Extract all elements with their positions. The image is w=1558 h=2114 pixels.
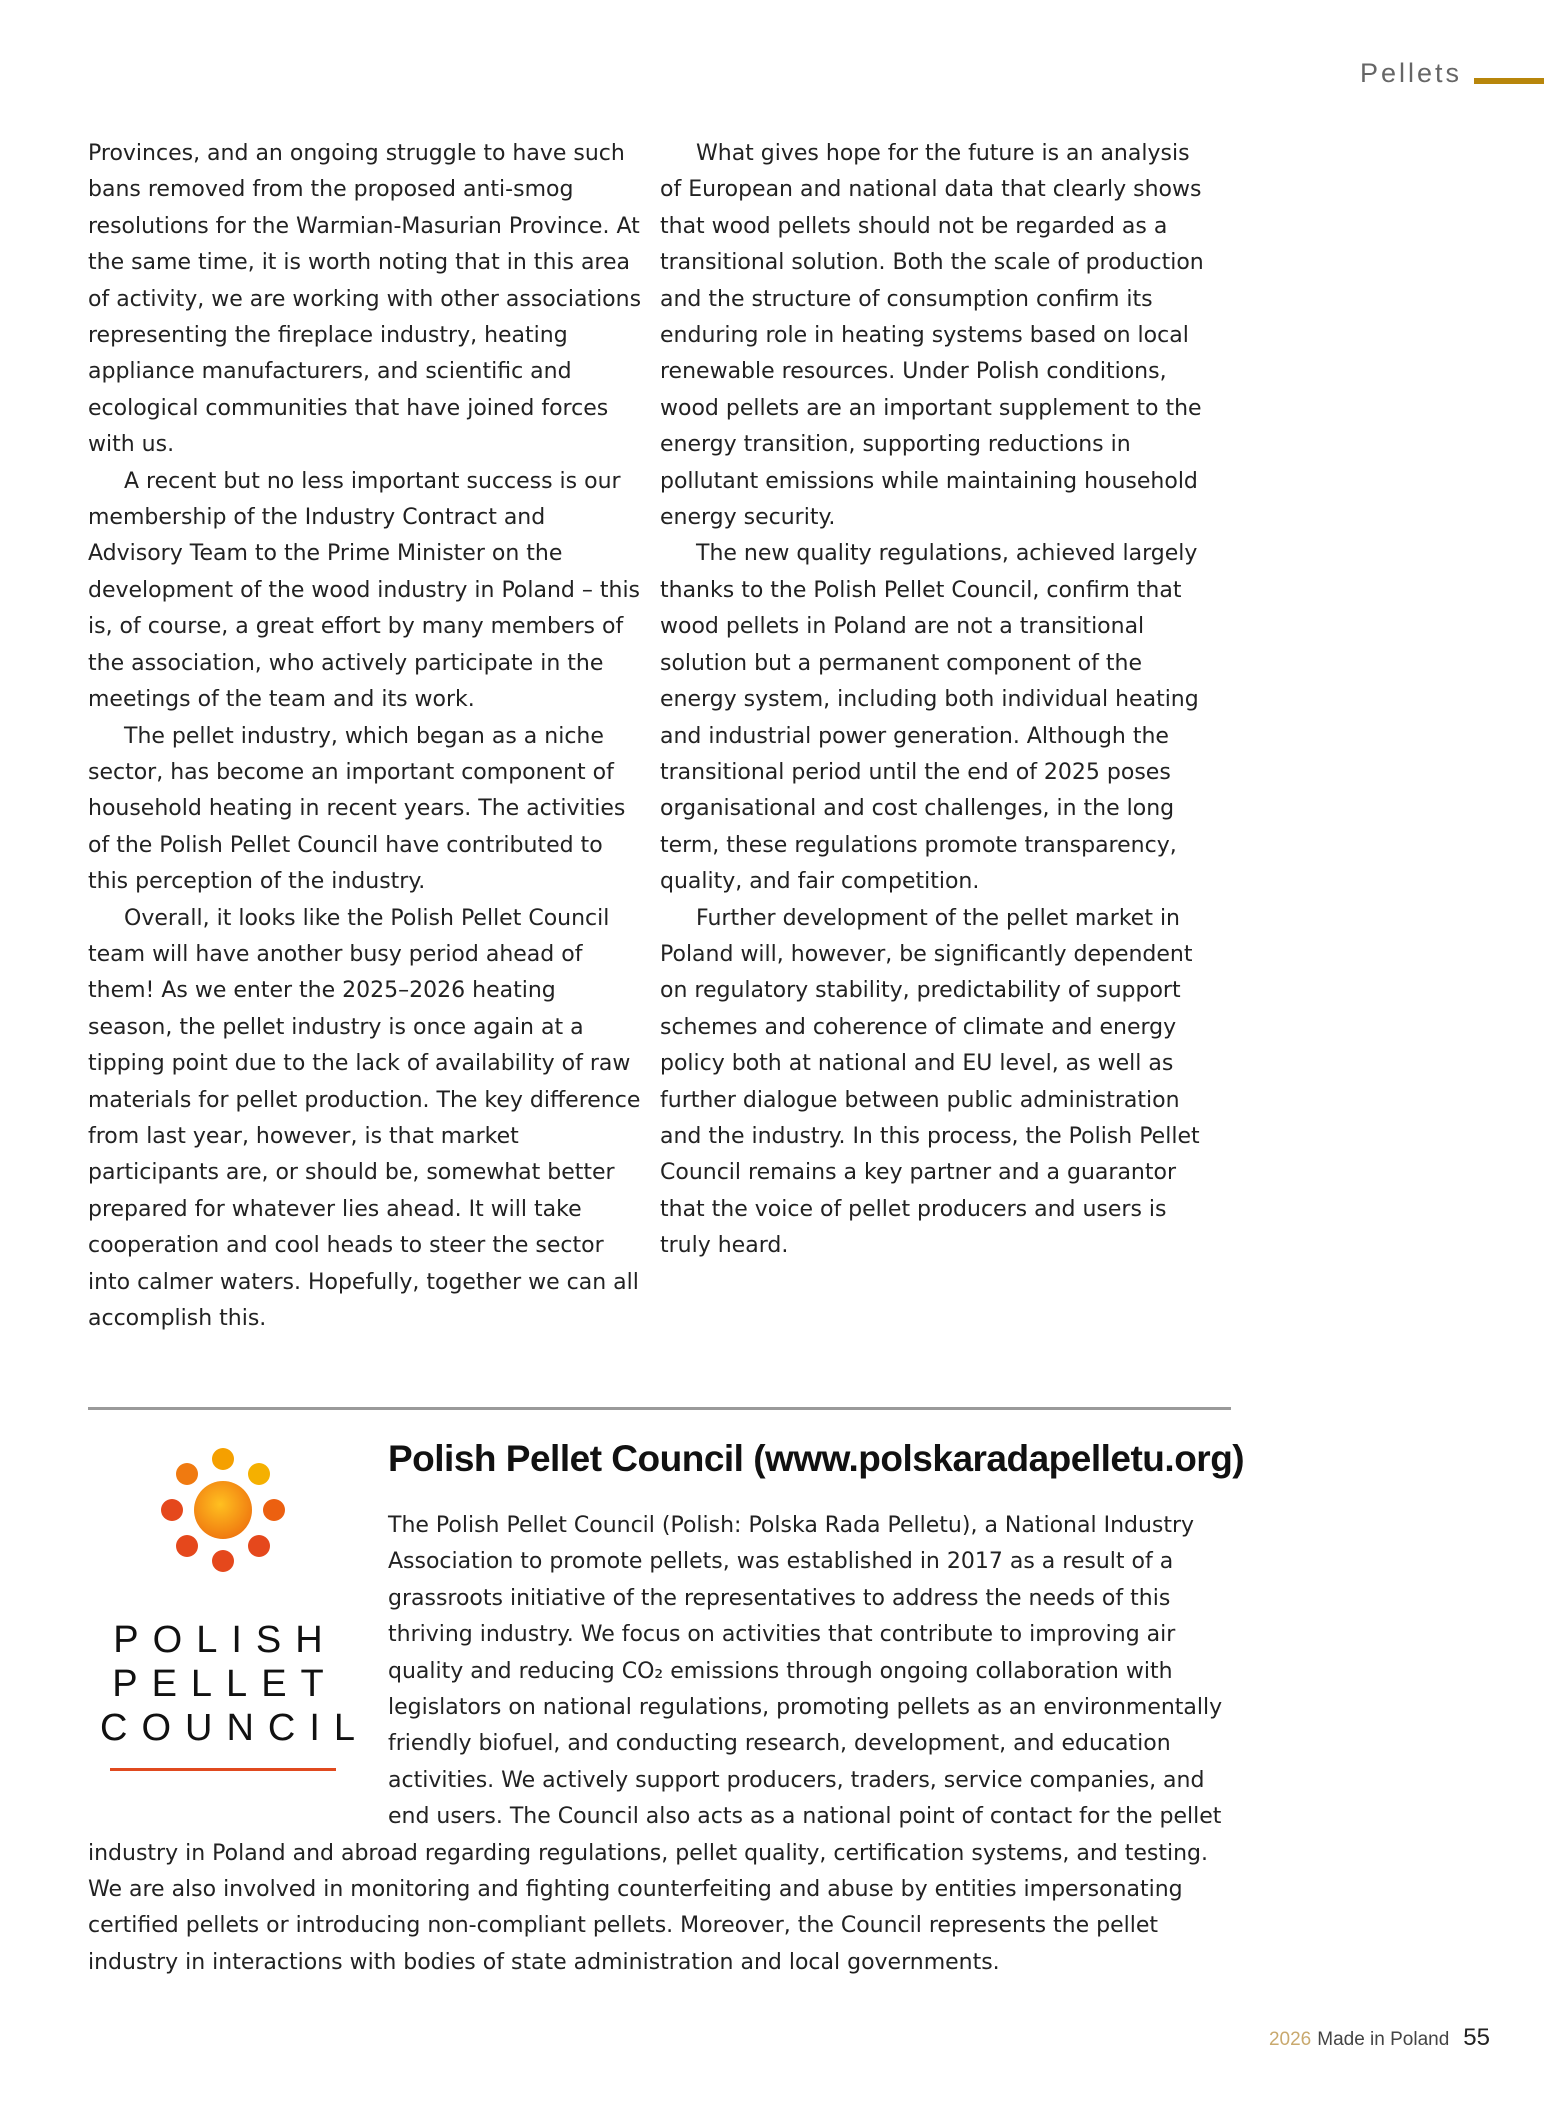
article-right-column	[660, 136, 1215, 1265]
left-paragraph-3: The pellet industry, which began as a niche sector, has become an important component of household heating in recent years. The activities of the Polish Pellet Council have contributed to this perception of the industry.	[88, 723, 626, 895]
footer-magazine: Made in Poland	[1317, 2029, 1450, 2050]
info-box-title: Polish Pellet Council (www.polskaradapelletu.org)	[388, 1438, 1245, 1479]
footer-year: 2026	[1268, 2029, 1312, 2050]
section-divider	[88, 1407, 1231, 1410]
info-box-text: The Polish Pellet Council (Polish: Polska Rada Pelletu), a National Industry Association to promote pellets, was established in 2017 as a result of a grassroots initiative of the representatives to address the needs of this thriving industry. We focus on activities that contribute to improving air quality and reducing CO₂ emissions through ongoing collaboration with legislators on national regulations, promoting pellets as an environmentally friendly biofuel, and conducting research, development, and education activities. We actively support producers, traders, service companies, and end users. The Council also acts as a national point of contact for the pellet industry in Poland and abroad regarding regulations, pellet quality, certification systems, and testing. We are also involved in monitoring and fighting counterfeiting and abuse by entities impersonating certified pellets or introducing non-compliant pellets. Moreover, the Council represents the pellet industry in interactions with bodies of state administration and local governments.	[88, 1513, 1223, 1975]
right-paragraph-1: What gives hope for the future is an analysis of European and national data that clearly shows that wood pellets should not be regarded as a transitional solution. Both the scale of production and the structure of consumption confirm its enduring role in heating systems based on local renewable resources. Under Polish conditions, wood pellets are an important supplement to the energy transition, supporting reductions in pollutant emissions while maintaining household energy security.	[660, 141, 1204, 531]
left-paragraph-2: A recent but no less important success is our membership of the Industry Contract and Advisory Team to the Prime Minister on the development of the wood industry in Poland – this is, of course, a great effort by many members of the association, who actively participate in the meetings of the team and its work.	[88, 468, 641, 713]
right-paragraph-2: The new quality regulations, achieved largely thanks to the Polish Pellet Council, confirm that wood pellets in Poland are not a transitional solution but a permanent component of the energy system, including both individual heating and industrial power generation. Although the transitional period until the end of 2025 poses organisational and cost challenges, in the long term, these regulations promote transparency, quality, and fair competition.	[660, 541, 1199, 895]
page-number: 55	[1463, 2024, 1490, 2051]
section-label: Pellets	[1360, 58, 1463, 88]
section-accent-rule	[1474, 78, 1544, 84]
logo-float-spacer	[88, 1508, 388, 1830]
logo-text-polish: POLISH	[113, 1619, 337, 1661]
info-box-body	[88, 1508, 1233, 1981]
article-left-column	[88, 136, 643, 1337]
left-paragraph-1: Provinces, and an ongoing struggle to have such bans removed from the proposed anti-smog resolutions for the Warmian-Masurian Province. At the same time, it is worth noting that in this area of activity, we are working with other associations representing the fireplace industry, heating appliance manufacturers, and scientific and ecological communities that have joined forces with us.	[88, 141, 642, 458]
right-paragraph-3: Further development of the pellet market in Poland will, however, be significantly dependent on regulatory stability, predictability of support schemes and coherence of climate and energy policy both at national and EU level, as well as further dialogue between public administration and the industry. In this process, the Polish Pellet Council remains a key partner and a guarantor that the voice of pellet producers and users is truly heard.	[660, 905, 1200, 1259]
logo-text-pellet: PELLET	[112, 1663, 338, 1705]
left-paragraph-4: Overall, it looks like the Polish Pellet Council team will have another busy period ahead of them! As we enter the 2025–2026 heating season, the pellet industry is once again at a tipping point due to the lack of availability of raw materials for pellet production. The key difference from last year, however, is that market participants are, or should be, somewhat better prepared for whatever lies ahead. It will take cooperation and cool heads to steer the sector into calmer waters. Hopefully, together we can all accomplish this.	[88, 905, 641, 1331]
logo-text-council: COUNCIL	[100, 1707, 370, 1749]
page-footer	[1269, 2024, 1490, 2052]
